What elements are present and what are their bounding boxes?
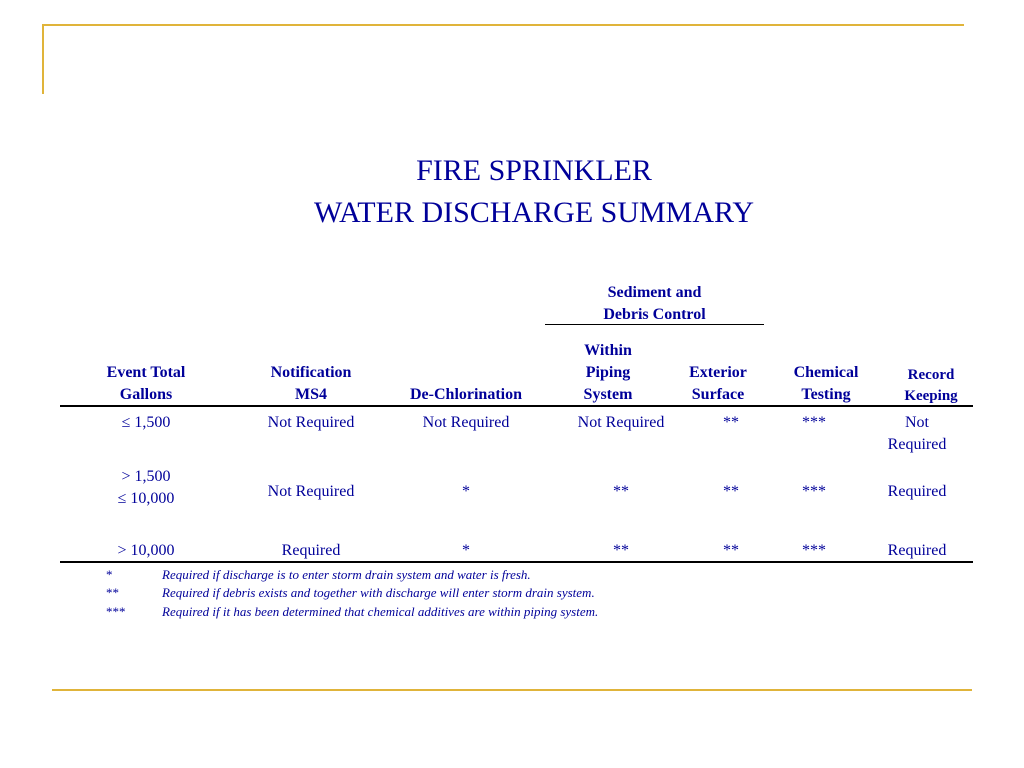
row3-gallons: > 10,000 xyxy=(117,542,175,559)
row3-chemical: *** xyxy=(802,542,826,559)
row2-exterior: ** xyxy=(723,483,739,500)
footnote-text: Required if discharge is to enter storm drain system and water is fresh. xyxy=(162,567,531,582)
header-text: Within xyxy=(584,342,632,359)
header-text: Event Total xyxy=(106,364,186,381)
left-accent-line xyxy=(42,24,44,94)
header-text: System xyxy=(583,386,633,403)
footnote-3 xyxy=(106,603,966,621)
footnote-mark: *** xyxy=(106,604,126,619)
top-accent-line xyxy=(42,24,964,26)
row3-within-piping: ** xyxy=(613,542,629,559)
row1-exterior: ** xyxy=(723,414,739,431)
footnote-text: Required if it has been determined that chemical additives are within piping system. xyxy=(162,604,599,619)
header-text: Surface xyxy=(691,386,745,403)
cell-text: Not xyxy=(905,414,929,431)
row1-notification: Not Required xyxy=(267,414,355,431)
header-within-piping-system xyxy=(563,340,653,406)
header-text: Keeping xyxy=(904,388,958,404)
row2-within-piping: ** xyxy=(613,483,629,500)
row1-within-piping: Not Required xyxy=(577,414,665,431)
cell-text: Required xyxy=(887,436,947,453)
header-notification-ms4 xyxy=(246,362,376,406)
row3-dechlorination: * xyxy=(462,542,470,559)
sediment-debris-group-header xyxy=(545,282,764,326)
row1-gallons: ≤ 1,500 xyxy=(121,414,171,431)
row2-notification: Not Required xyxy=(267,483,355,500)
title-line-2: WATER DISCHARGE SUMMARY xyxy=(313,196,755,229)
row1-dechlorination: Not Required xyxy=(422,414,510,431)
group-header-line-1: Sediment and xyxy=(607,284,702,301)
row1-chemical: *** xyxy=(802,414,826,431)
header-text: Testing xyxy=(801,386,851,403)
row2-record: Required xyxy=(887,483,947,500)
footnote-2 xyxy=(106,584,966,602)
row1-record xyxy=(872,412,962,456)
header-text: Notification xyxy=(270,364,352,381)
header-text: Piping xyxy=(585,364,631,381)
title-line-1: FIRE SPRINKLER xyxy=(416,154,652,187)
header-de-chlorination xyxy=(396,384,536,406)
footnote-mark: ** xyxy=(106,585,119,600)
row2-chemical: *** xyxy=(802,483,826,500)
header-event-total-gallons xyxy=(86,362,206,406)
row2-dechlorination: * xyxy=(462,483,470,500)
header-text: Exterior xyxy=(689,364,747,381)
cell-text: > 1,500 xyxy=(121,468,171,485)
header-text: Record xyxy=(907,367,955,383)
cell-text: ≤ 10,000 xyxy=(117,490,175,507)
header-exterior-surface xyxy=(673,362,763,406)
table-header-rule xyxy=(60,405,973,407)
table-bottom-rule xyxy=(60,561,973,563)
footnote-text: Required if debris exists and together with discharge will enter storm drain system. xyxy=(162,585,595,600)
group-header-line-2: Debris Control xyxy=(603,306,706,323)
row2-gallons xyxy=(86,466,206,510)
footnote-mark: * xyxy=(106,567,113,582)
footnote-1 xyxy=(106,566,966,584)
header-text: De-Chlorination xyxy=(410,386,522,403)
bottom-accent-line xyxy=(52,689,972,691)
row3-exterior: ** xyxy=(723,542,739,559)
header-text: Gallons xyxy=(119,386,173,403)
header-record-keeping xyxy=(886,365,976,407)
row3-notification: Required xyxy=(281,542,341,559)
group-header-rule xyxy=(545,324,764,325)
row3-record: Required xyxy=(887,542,947,559)
header-text: Chemical xyxy=(793,364,859,381)
header-chemical-testing xyxy=(776,362,876,406)
header-text: MS4 xyxy=(295,386,327,403)
